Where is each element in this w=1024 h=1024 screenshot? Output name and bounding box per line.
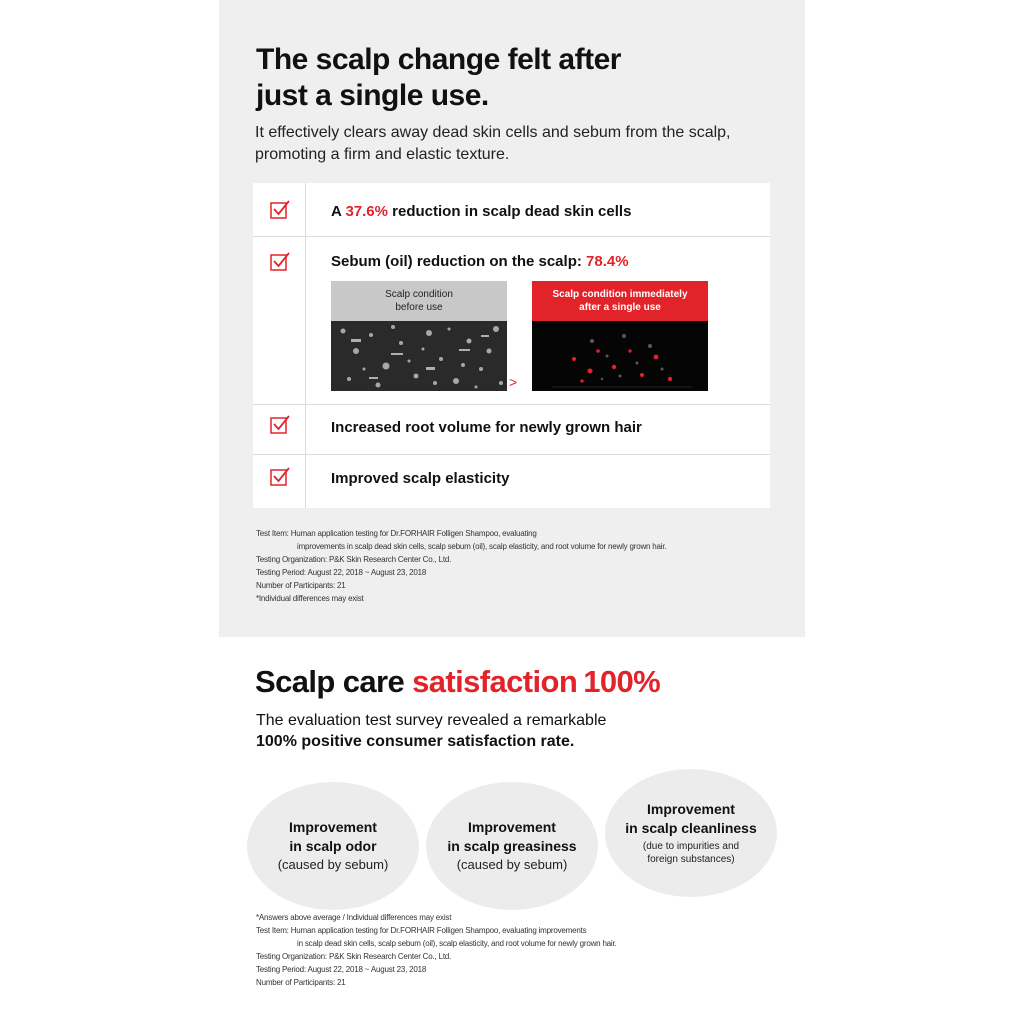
scalp-before-image xyxy=(331,321,507,391)
footnote-line: Testing Period: August 22, 2018 ~ August 23, 2018 xyxy=(256,568,427,577)
satisfaction-bubble-greasiness: Improvement in scalp greasiness (caused by sebum) xyxy=(426,782,598,910)
result-text-elasticity: Improved scalp elasticity xyxy=(331,470,510,487)
scalp-after-image xyxy=(532,321,708,391)
result-text-root-volume: Increased root volume for newly grown hair xyxy=(331,419,642,436)
result-row-elasticity xyxy=(253,454,770,508)
footnote-line: Test Item: Human application testing for Dr.FORHAIR Folligen Shampoo, evaluating xyxy=(256,529,537,538)
checkbox-checked-icon xyxy=(269,414,291,436)
footnote-line: Test Item: Human application testing for Dr.FORHAIR Folligen Shampoo, evaluating improvements xyxy=(256,926,587,935)
photo-before-label: Scalp condition before use xyxy=(331,281,507,321)
scalp-photo-after xyxy=(532,281,708,391)
result-row-root-volume xyxy=(253,404,770,455)
satisfaction-bubble-cleanliness: Improvement in scalp cleanliness (due to impurities and foreign substances) xyxy=(605,769,777,897)
checkbox-checked-icon xyxy=(269,199,291,221)
footnote-line: *Individual differences may exist xyxy=(256,594,364,603)
footnote-line: *Answers above average / Individual differences may exist xyxy=(256,913,452,922)
satisfaction-title: Scalp care satisfaction 100% xyxy=(255,664,661,699)
footnote-line: Testing Period: August 22, 2018 ~ August 23, 2018 xyxy=(256,965,427,974)
footnote-line: improvements in scalp dead skin cells, scalp sebum (oil), scalp elasticity, and root volume for newly grown hair. xyxy=(297,542,667,551)
footnote-line: Testing Organization: P&K Skin Research Center Co., Ltd. xyxy=(256,952,452,961)
footnote-line: Number of Participants: 21 xyxy=(256,978,346,987)
satisfaction-subtitle: The evaluation test survey revealed a remarkable 100% positive consumer satisfaction rate. xyxy=(256,712,607,750)
result-row-dead-skin xyxy=(253,183,770,237)
results-card xyxy=(253,183,770,508)
satisfaction-footnotes xyxy=(256,911,617,989)
checkbox-checked-icon xyxy=(269,251,291,273)
footnote-line: Testing Organization: P&K Skin Research Center Co., Ltd. xyxy=(256,555,452,564)
results-footnotes xyxy=(256,527,666,605)
photo-after-label: Scalp condition immediately after a single use xyxy=(532,281,708,321)
result-text-sebum: Sebum (oil) reduction on the scalp: 78.4% xyxy=(331,253,629,270)
result-row-sebum xyxy=(253,236,770,405)
scalp-photo-before xyxy=(331,281,507,391)
checkbox-checked-icon xyxy=(269,466,291,488)
footnote-line: in scalp dead skin cells, scalp sebum (oil), scalp elasticity, and root volume for newly grown hair. xyxy=(297,939,617,948)
result-text-dead-skin: A 37.6% reduction in scalp dead skin cells xyxy=(331,203,632,220)
footnote-line: Number of Participants: 21 xyxy=(256,581,346,590)
comparison-arrow-icon: > xyxy=(509,374,518,390)
results-subtext: It effectively clears away dead skin cells and sebum from the scalp, promoting a firm and elastic texture. xyxy=(255,124,731,163)
results-headline: The scalp change felt after just a single use. xyxy=(256,43,621,112)
satisfaction-bubble-odor: Improvement in scalp odor (caused by sebum) xyxy=(247,782,419,910)
